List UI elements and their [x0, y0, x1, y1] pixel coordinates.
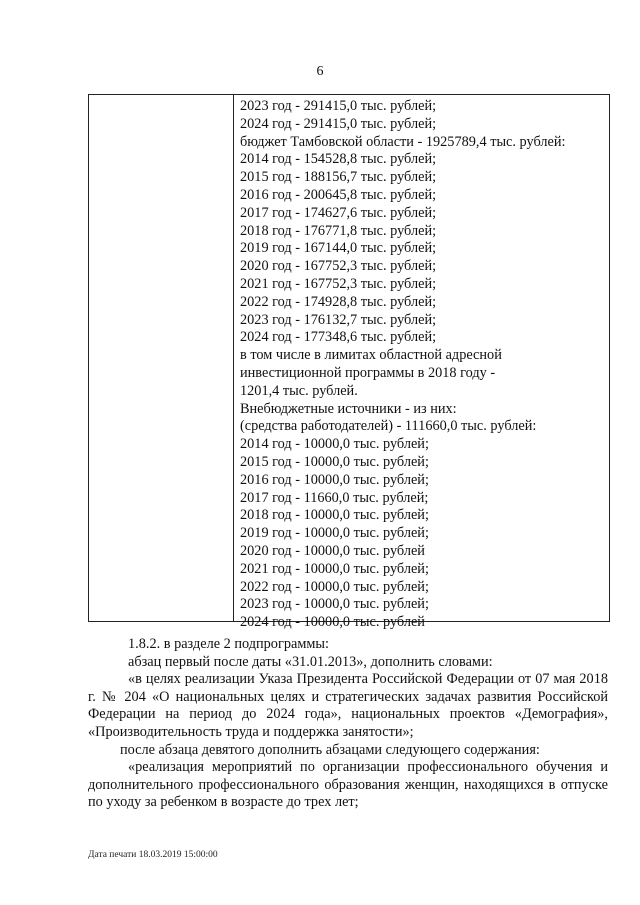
page-number: 6 [316, 64, 324, 79]
table-line: 1201,4 тыс. рублей. [240, 382, 358, 399]
paragraph-first-abzac: абзац первый после даты «31.01.2013», дополнить словами: [128, 653, 493, 670]
table-line: 2017 год - 11660,0 тыс. рублей; [240, 489, 429, 506]
table-line: 2021 год - 10000,0 тыс. рублей; [240, 560, 429, 577]
table-line: 2016 год - 10000,0 тыс. рублей; [240, 471, 429, 488]
table-line: 2018 год - 10000,0 тыс. рублей; [240, 507, 429, 524]
table-line: 2015 год - 188156,7 тыс. рублей; [240, 169, 437, 186]
table-line: 2023 год - 291415,0 тыс. рублей; [240, 98, 437, 114]
table-line: 2020 год - 10000,0 тыс. рублей [240, 542, 425, 559]
table-line: инвестиционной программы в 2018 году - [240, 364, 496, 381]
funding-table-content [240, 98, 608, 632]
table-line: 2018 год - 176771,8 тыс. рублей; [240, 222, 437, 239]
table-line: 2024 год - 10000,0 тыс. рублей [240, 614, 425, 631]
table-line: 2020 год - 167752,3 тыс. рублей; [240, 258, 437, 275]
print-date: Дата печати 18.03.2019 15:00:00 [88, 850, 218, 860]
table-line: 2024 год - 291415,0 тыс. рублей; [240, 115, 437, 132]
paragraph-quote-decree: «в целях реализации Указа Президента Российской Федерации от 07 мая 2018 г. № 204 «О национальных целях и стратегических задачах развития Российской Федерации на период до 2024 года», национальных проектов «Демография», «Производительность труда и поддержка занятости»; [88, 671, 608, 740]
table-line: бюджет Тамбовской области - 1925789,4 тыс. рублей: [240, 133, 566, 150]
paragraph-quote-measures: «реализация мероприятий по организации профессионального обучения и дополнительного профессионального образования женщин, находящихся в отпуске по уходу за ребенком в возрасте до трех лет; [88, 759, 608, 811]
table-line: Внебюджетные источники - из них: [240, 400, 457, 417]
table-line: 2022 год - 174928,8 тыс. рублей; [240, 293, 437, 310]
table-line: 2019 год - 167144,0 тыс. рублей; [240, 240, 437, 257]
table-line: 2015 год - 10000,0 тыс. рублей; [240, 453, 429, 470]
paragraph-ninth-abzac: после абзаца девятого дополнить абзацами следующего содержания: [120, 741, 540, 758]
table-line: 2023 год - 176132,7 тыс. рублей; [240, 311, 437, 328]
table-line: 2022 год - 10000,0 тыс. рублей; [240, 578, 429, 595]
table-line: 2017 год - 174627,6 тыс. рублей; [240, 204, 437, 221]
table-line: 2023 год - 10000,0 тыс. рублей; [240, 596, 429, 613]
table-line: 2014 год - 154528,8 тыс. рублей; [240, 151, 437, 168]
table-line: 2024 год - 177348,6 тыс. рублей; [240, 329, 437, 346]
table-column-divider [233, 95, 234, 621]
table-line: 2014 год - 10000,0 тыс. рублей; [240, 436, 429, 453]
body-text [88, 636, 608, 812]
table-line: 2021 год - 167752,3 тыс. рублей; [240, 275, 437, 292]
paragraph-section-ref: 1.8.2. в разделе 2 подпрограммы: [128, 636, 329, 652]
table-line: в том числе в лимитах областной адресной [240, 347, 502, 364]
table-line: (средства работодателей) - 111660,0 тыс. рублей: [240, 418, 537, 435]
table-line: 2016 год - 200645,8 тыс. рублей; [240, 186, 437, 203]
table-line: 2019 год - 10000,0 тыс. рублей; [240, 525, 429, 542]
